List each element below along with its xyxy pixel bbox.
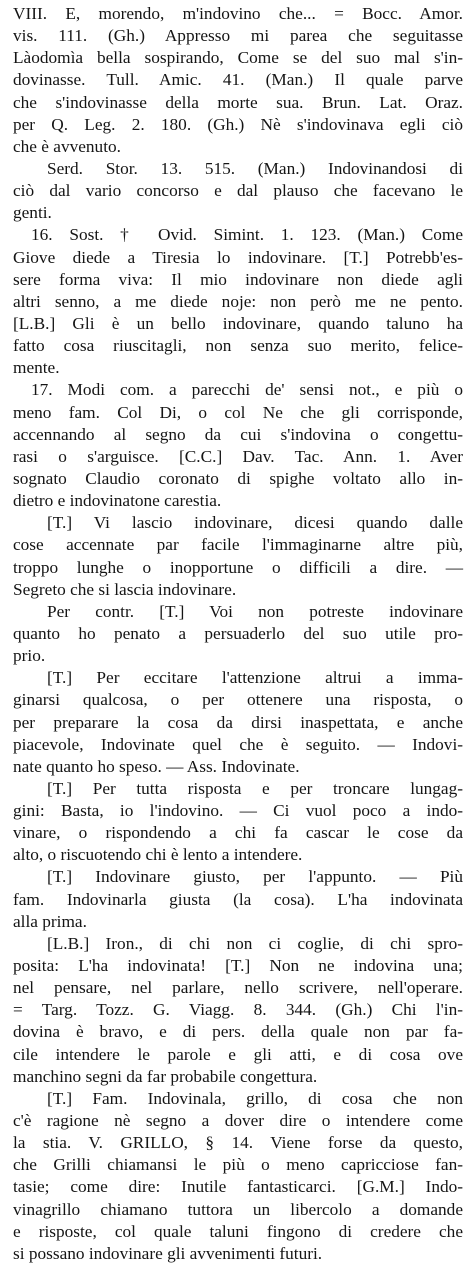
text-line: alto, o riscuotendo chi è lento a intendere. <box>13 845 303 865</box>
text-line: rasi o s'arguisce. [C.C.] Dav. Tac. Ann. 1. Aver <box>13 446 463 466</box>
text-line: [T.] Per tutta risposta e per troncare lungag- <box>47 778 463 798</box>
text-line: meno fam. Col Di, o col Ne che gli corrisponde, <box>13 402 463 422</box>
text-line: ciò dal vario concorso e dal plauso che facevano le <box>13 181 463 201</box>
text-line: ginarsi qualcosa, o per ottenere una risposta, o <box>13 690 463 710</box>
text-line: 17. Modi com. a parecchi de' sensi not., e più o <box>31 380 463 400</box>
text-line: piacevole, Indovinate quel che è seguito. — Indovi- <box>13 734 463 754</box>
text-line: alla prima. <box>13 911 87 931</box>
text-line: vis. 111. (Gh.) Appresso mi parea che seguitasse <box>13 26 463 46</box>
text-line: [T.] Indovinare giusto, per l'appunto. — Più <box>47 867 463 887</box>
text-line: 16. Sost. † Ovid. Simint. 1. 123. (Man.) Come <box>31 225 463 245</box>
text-line: nel pensare, nel parlare, nello scrivere, nell'operare. <box>13 978 463 998</box>
text-line: [L.B.] Iron., di chi non ci coglie, di chi spro- <box>47 933 463 953</box>
text-line: e risposte, col quale taluni fingono di credere che <box>13 1221 463 1241</box>
text-line: fam. Indovinarla giusta (la cosa). L'ha indovinata <box>13 889 463 909</box>
text-line: vinagrillo chiamano tuttora un libercolo a domande <box>13 1199 463 1219</box>
text-line: per Q. Leg. 2. 180. (Gh.) Nè s'indovinava egli ciò <box>13 114 463 134</box>
text-line: vinare, o rispondendo a chi fa cascar le cose da <box>13 823 463 843</box>
text-line: che è avvenuto. <box>13 136 121 156</box>
text-line: = Targ. Tozz. G. Viagg. 8. 344. (Gh.) Chi l'in- <box>13 1000 463 1020</box>
text-line: mente. <box>13 358 60 378</box>
text-line: dietro e indovinatone carestia. <box>13 491 222 511</box>
text-line: quanto ho penato a persuaderlo del suo utile pro- <box>13 623 463 643</box>
text-line: posita: L'ha indovinata! [T.] Non ne indovina una; <box>13 956 463 976</box>
text-line: [T.] Vi lascio indovinare, dicesi quando dalle <box>47 513 463 533</box>
text-line: altri senno, a me diede noje: non però me ne pento. <box>13 291 463 311</box>
text-line: [L.B.] Gli è un bello indovinare, quando taluno ha <box>13 313 463 333</box>
text-line: sognato Claudio coronato di spighe voltato allo in- <box>13 468 463 488</box>
text-line: che Grilli chiamansi le più o meno capricciose fan- <box>13 1155 463 1175</box>
text-line: cile intendere le parole e gli atti, e di cosa ove <box>13 1044 463 1064</box>
text-line: accennando al segno da cui s'indovina o congettu- <box>13 424 463 444</box>
text-line: gini: Basta, io l'indovino. — Ci vuol poco a indo- <box>13 801 463 821</box>
text-line: Serd. Stor. 13. 515. (Man.) Indovinandosi di <box>47 158 463 178</box>
text-line: Giove diede a Tiresia lo indovinare. [T.] Potrebb'es- <box>13 247 463 267</box>
text-line: prio. <box>13 646 46 666</box>
text-line: la stia. V. GRILLO, § 14. Viene forse da questo, <box>13 1133 463 1153</box>
text-line: manchino segni da far probabile congettura. <box>13 1066 318 1086</box>
text-line: per preparare la cosa da dirsi inaspettata, e anche <box>13 712 463 732</box>
text-line: Per contr. [T.] Voi non potreste indovinare <box>47 601 463 621</box>
dictionary-entry-text <box>13 3 463 1265</box>
text-line: nate quanto ho speso. — Ass. Indovinate. <box>13 756 300 776</box>
text-line: dovina è bravo, e di pers. della quale non par fa- <box>13 1022 463 1042</box>
text-line: cose accennate par facile l'immaginarne altre più, <box>13 535 463 555</box>
text-line: genti. <box>13 203 52 223</box>
text-line: che s'indovinasse della morte sua. Brun. Lat. Oraz. <box>13 92 463 112</box>
text-line: fatto cosa riuscitagli, non senza suo merito, felice- <box>13 336 463 356</box>
text-line: [T.] Per eccitare l'attenzione altrui a imma- <box>47 668 463 688</box>
text-line: dovinasse. Tull. Amic. 41. (Man.) Il quale parve <box>13 70 463 90</box>
text-line: Segreto che si lascia indovinare. <box>13 579 237 599</box>
text-line: troppo lunghe o inopportune o difficili a dire. — <box>13 557 463 577</box>
text-line: tasie; come dire: Inutile fantasticarci. [G.M.] Indo- <box>13 1177 463 1197</box>
text-line: VIII. E, morendo, m'indovino che... = Bocc. Amor. <box>13 4 463 23</box>
text-line: c'è ragione nè segno a dover dire o intendere come <box>13 1111 463 1131</box>
text-line: [T.] Fam. Indovinala, grillo, di cosa che non <box>47 1088 463 1108</box>
text-line: Làodomìa bella sospirando, Come se del suo mal s'in- <box>13 48 463 68</box>
text-line: sere forma viva: Il mio indovinare non diede agli <box>13 269 463 289</box>
text-line: si possano indovinare gli avvenimenti futuri. <box>13 1243 323 1263</box>
